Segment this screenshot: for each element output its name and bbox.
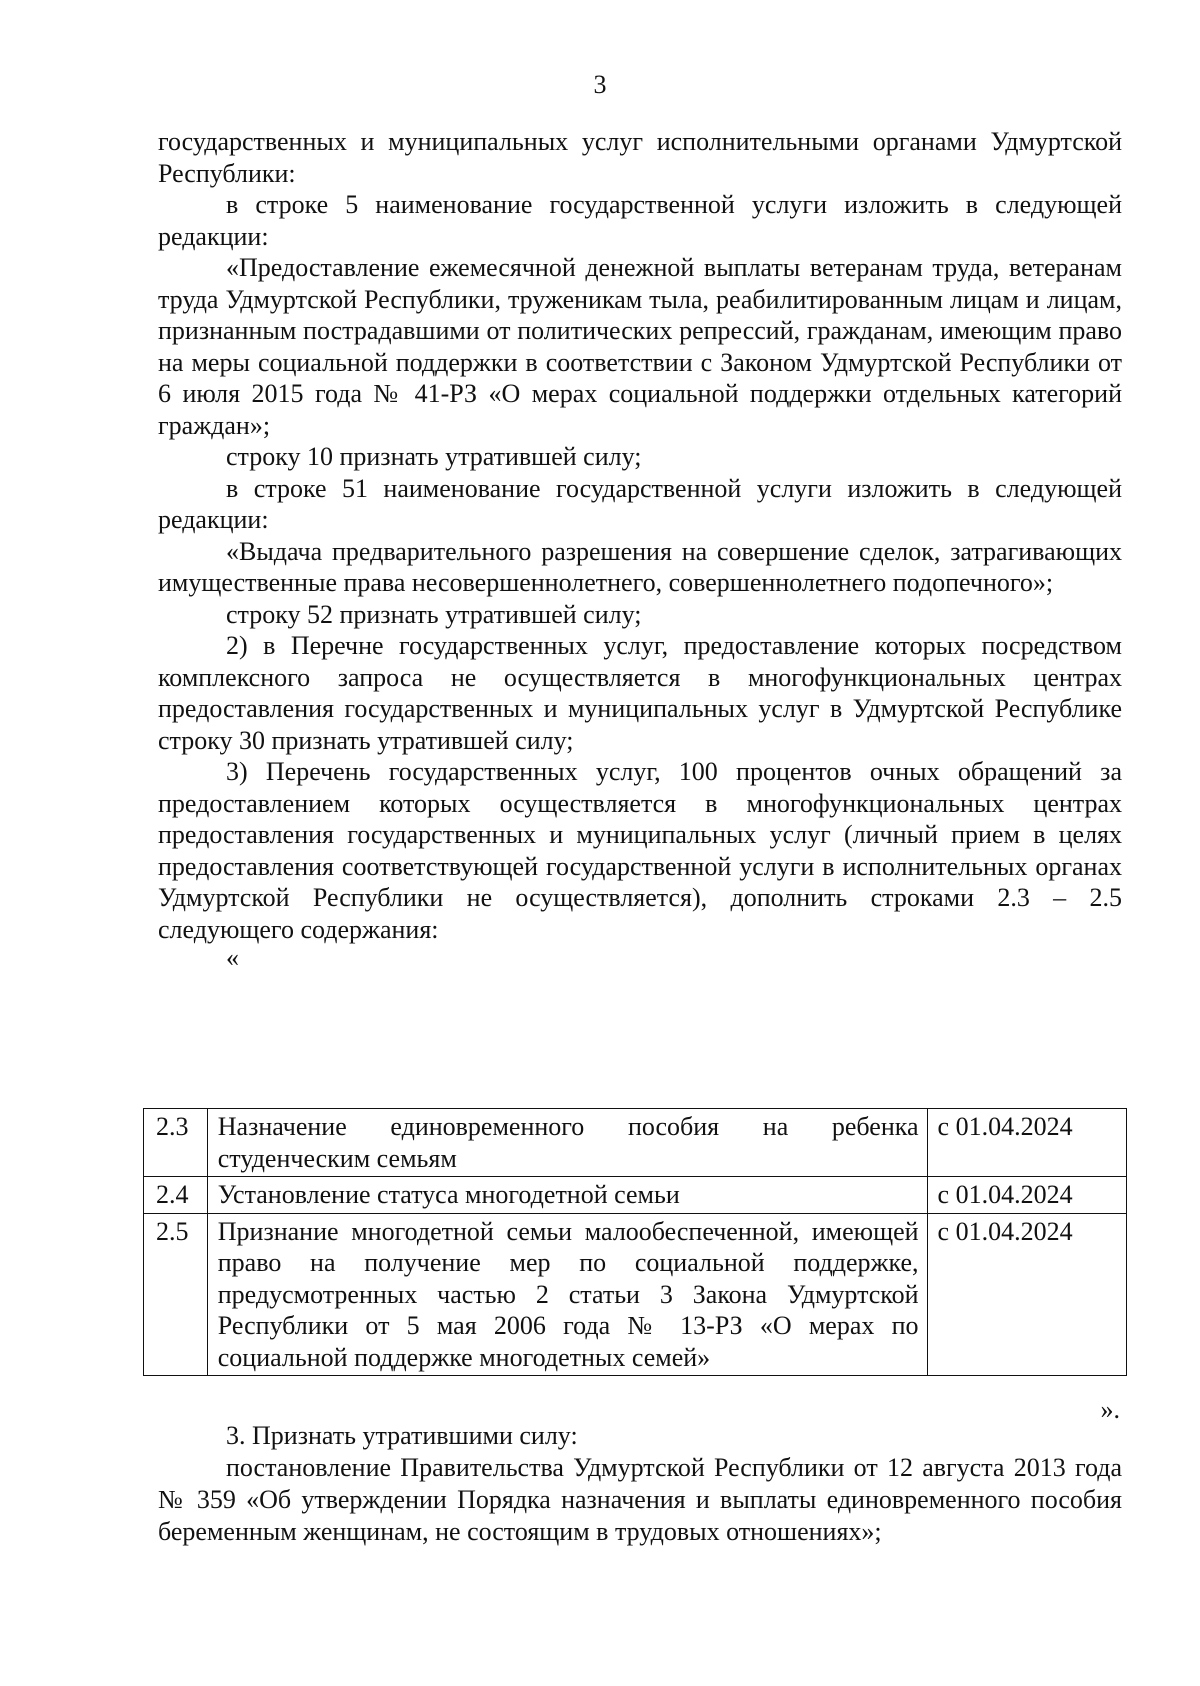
table-row <box>144 1109 1127 1177</box>
page-number: 3 <box>593 70 607 99</box>
service-name: Назначение единовременного пособия на ребенка студенческим семьям <box>207 1109 927 1177</box>
service-name: Установление статуса многодетной семьи <box>207 1177 927 1214</box>
paragraph: в строке 51 наименование государственной услуги изложить в следующей редакции: <box>158 473 1122 534</box>
services-table <box>143 1108 1127 1376</box>
effective-date: с 01.04.2024 <box>927 1213 1126 1376</box>
table-row <box>144 1213 1127 1376</box>
paragraph: строку 52 признать утратившей силу; <box>226 599 642 629</box>
quote-open-mark: « <box>226 943 239 972</box>
document-body <box>158 126 1122 971</box>
paragraph: 3) Перечень государственных услуг, 100 процентов очных обращений за предоставлением которых осуществляется в многофункциональных центрах предоставления государственных и муниципальных услуг (личный прием в целях предоставления соответствующей государственной услуги в исполнительных органах Удмуртской Республики не осуществляется), дополнить строками 2.3 – 2.5 следующего содержания: <box>158 757 1122 944</box>
table-row <box>144 1177 1127 1214</box>
paragraph: 3. Признать утратившими силу: <box>226 1421 578 1450</box>
paragraph: «Выдача предварительного разрешения на совершение сделок, затрагивающих имущественные права несовершеннолетнего, совершеннолетнего подопечного»; <box>158 536 1122 597</box>
effective-date: с 01.04.2024 <box>927 1177 1126 1214</box>
row-number: 2.3 <box>144 1109 208 1177</box>
paragraph: государственных и муниципальных услуг исполнительными органами Удмуртской Республики: <box>158 127 1122 188</box>
row-number: 2.4 <box>144 1177 208 1214</box>
service-name: Признание многодетной семьи малообеспеченной, имеющей право на получение мер по социальной поддержке, предусмотренных частью 2 статьи 3 Закона Удмуртской Республики от 5 мая 2006 года № 13-РЗ «О мерах по социальной поддержке многодетных семей» <box>207 1213 927 1376</box>
row-number: 2.5 <box>144 1213 208 1376</box>
effective-date: с 01.04.2024 <box>927 1109 1126 1177</box>
paragraph: в строке 5 наименование государственной услуги изложить в следующей редакции: <box>158 190 1122 251</box>
paragraph: строку 10 признать утратившей силу; <box>226 442 642 471</box>
paragraph: «Предоставление ежемесячной денежной выплаты ветеранам труда, ветеранам труда Удмуртской Республики, труженикам тыла, реабилитированным лицам и лицам, признанным пострадавшими от политических репрессий, гражданам, имеющим право на меры социальной поддержки в соответствии с Законом Удмуртской Республики от 6 июля 2015 года № 41-РЗ «О мерах социальной поддержки отдельных категорий граждан»; <box>158 253 1122 440</box>
paragraph: 2) в Перечне государственных услуг, предоставление которых посредством комплексного запроса не осуществляется в многофункциональных центрах предоставления государственных и муниципальных услуг в Удмуртской Республике строку 30 признать утратившей силу; <box>158 631 1122 755</box>
document-body-continued <box>158 1420 1122 1548</box>
quote-close-mark: ». <box>1100 1395 1120 1424</box>
paragraph: постановление Правительства Удмуртской Республики от 12 августа 2013 года № 359 «Об утверждении Порядка назначения и выплаты единовременного пособия беременным женщинам, не состоящим в трудовых отношениях»; <box>158 1453 1122 1546</box>
